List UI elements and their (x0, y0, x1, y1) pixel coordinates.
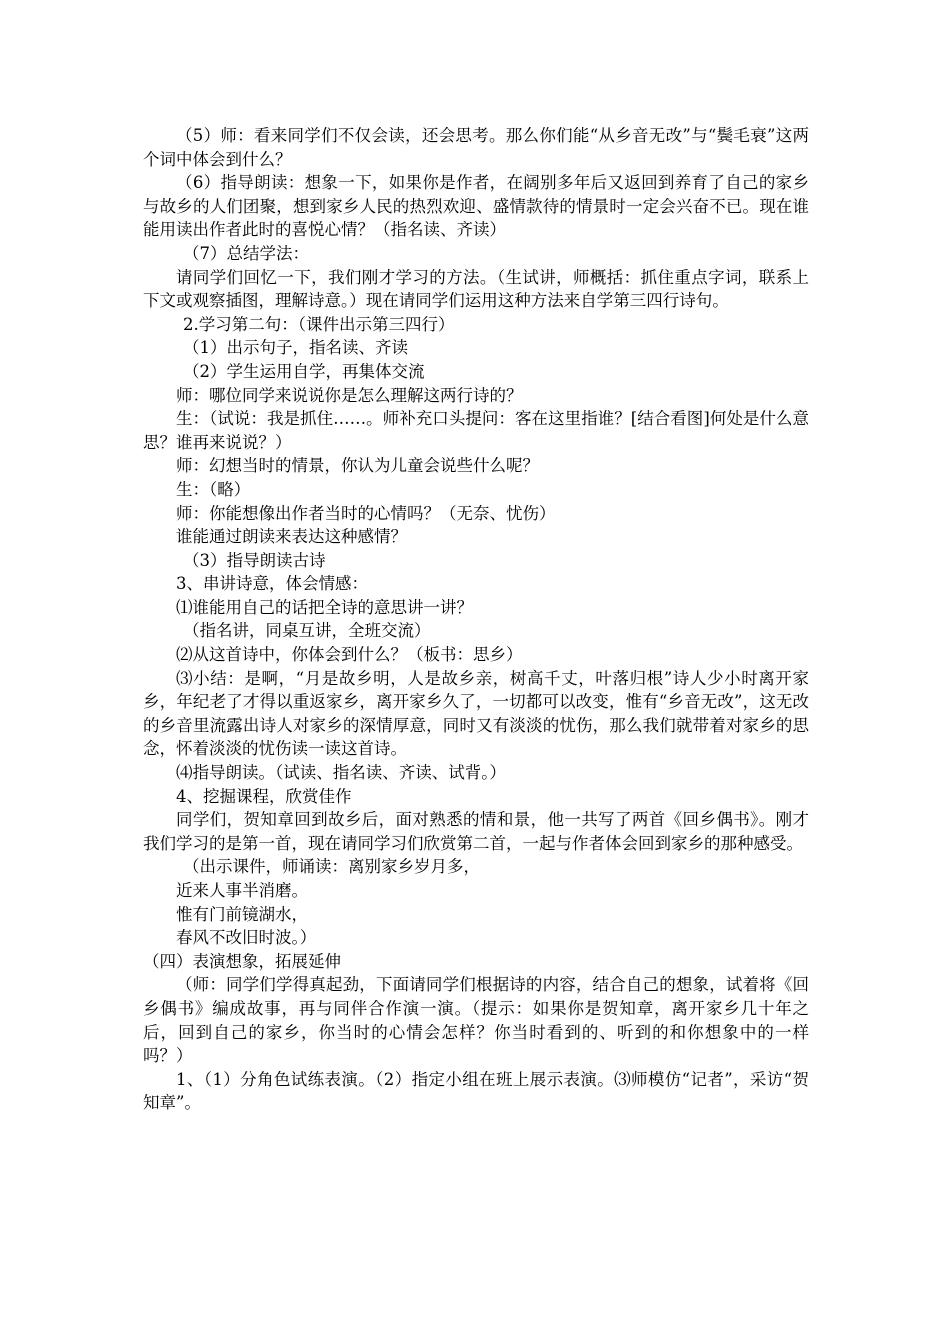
document-page (143, 124, 809, 1115)
paragraph-reading-guide-6: （6）指导朗读：想象一下，如果你是作者，在阔别多年后又返回到养育了自己的家乡与故乡的人们团聚，想到家乡人民的热烈欢迎、盛情款待的情景时一定会兴奋不已。现在谁能用读出作者此时的喜悦心情？（指名读、齐读） (143, 173, 809, 240)
paragraph-item-3-summary: ⑶小结：是啊，“月是故乡明，人是故乡亲，树高千丈，叶落归根”诗人少小时离开家乡，年纪老了才得以重返家乡，离开家乡久了，一切都可以改变，惟有“乡音无改”，这无改的乡音里流露出诗人对家乡的深情厚意，同时又有淡淡的忧伤，那么我们就带着对家乡的思念，怀着淡淡的忧伤读一读这首诗。 (143, 668, 809, 759)
paragraph-teacher-mood: 师：你能想像出作者当时的心情吗？（无奈、忧伤） (176, 503, 556, 523)
poem-line-1: （出示课件，师诵读：离别家乡岁月多， (183, 857, 480, 877)
paragraph-student-answer: 生：（试说：我是抓住……。师补充口头提问：客在这里指谁？[结合看图]何处是什么意思？谁再来说说？） (143, 409, 809, 452)
paragraph-performance-intro: （师：同学们学得真起劲，下面请同学们根据诗的内容，结合自己的想象，试着将《回乡偶书》编成故事，再与同伴合作演一演。（提示：如果你是贺知章，离开家乡几十年之后，回到自己的家乡，你当时的心情会怎样？你当时看到的、听到的和你想象中的一样吗？） (143, 975, 809, 1066)
poem-line-3: 惟有门前镜湖水， (176, 904, 308, 924)
paragraph-step-1: （1）出示句子，指名读、齐读 (183, 338, 408, 358)
paragraph-express-emotion: 谁能通过朗读来表达这种感情？ (176, 527, 407, 547)
section-heading-3: 3、串讲诗意，体会情感： (176, 574, 368, 594)
paragraph-item-4: ⑷指导朗读。（试读、指名读、齐读、试背。） (176, 763, 506, 783)
paragraph-item-2: ⑵从这首诗中，你体会到什么？（板书：思乡） (176, 645, 523, 665)
paragraph-teacher-question: 师：哪位同学来说说你是怎么理解这两行诗的？ (176, 385, 523, 405)
paragraph-summary-method-heading: （7）总结学法： (183, 243, 309, 263)
poem-line-2: 近来人事半消磨。 (176, 881, 308, 900)
section-heading-part-4: （四）表演想象，拓展延伸 (143, 951, 341, 971)
paragraph-summary-method: 请同学们回忆一下，我们刚才学习的方法。（生试讲，师概括：抓住重点字词，联系上下文或观察插图，理解诗意。）现在请同学们运用这种方法来自学第三四行诗句。 (143, 267, 809, 311)
paragraph-second-line-heading: 2.学习第二句：（课件出示第三四行） (183, 314, 455, 334)
paragraph-step-2: （2）学生运用自学，再集体交流 (183, 361, 425, 381)
poem-line-4: 春风不改旧时波。） (176, 928, 317, 948)
paragraph-teacher-imagine: 师：幻想当时的情景，你认为儿童会说些什么呢？ (176, 456, 539, 476)
paragraph-second-poem-intro: 同学们，贺知章回到故乡后，面对熟悉的情和景，他一共写了两首《回乡偶书》。刚才我们学习的是第一首，现在请同学习们欣赏第二首，一起与作者体会回到家乡的那种感受。 (143, 810, 809, 853)
section-heading-4: 4、挖掘课程，欣赏佳作 (176, 786, 352, 806)
paragraph-student-omitted: 生：（略） (176, 479, 251, 499)
paragraph-performance-steps: 1、（1）分角色试练表演。（2）指定小组在班上展示表演。⑶师模仿“记者”，采访“贺知章”。 (143, 1069, 809, 1113)
paragraph-teacher-5: （5）师：看来同学们不仅会读，还会思考。那么你们能“从乡音无改”与“鬓毛衰”这两个词中体会到什么？ (143, 126, 809, 169)
paragraph-item-1: ⑴谁能用自己的话把全诗的意思讲一讲？ (176, 597, 473, 617)
paragraph-item-1-note: （指名讲，同桌互讲，全班交流） (183, 621, 431, 641)
paragraph-step-3: （3）指导朗读古诗 (183, 550, 326, 570)
